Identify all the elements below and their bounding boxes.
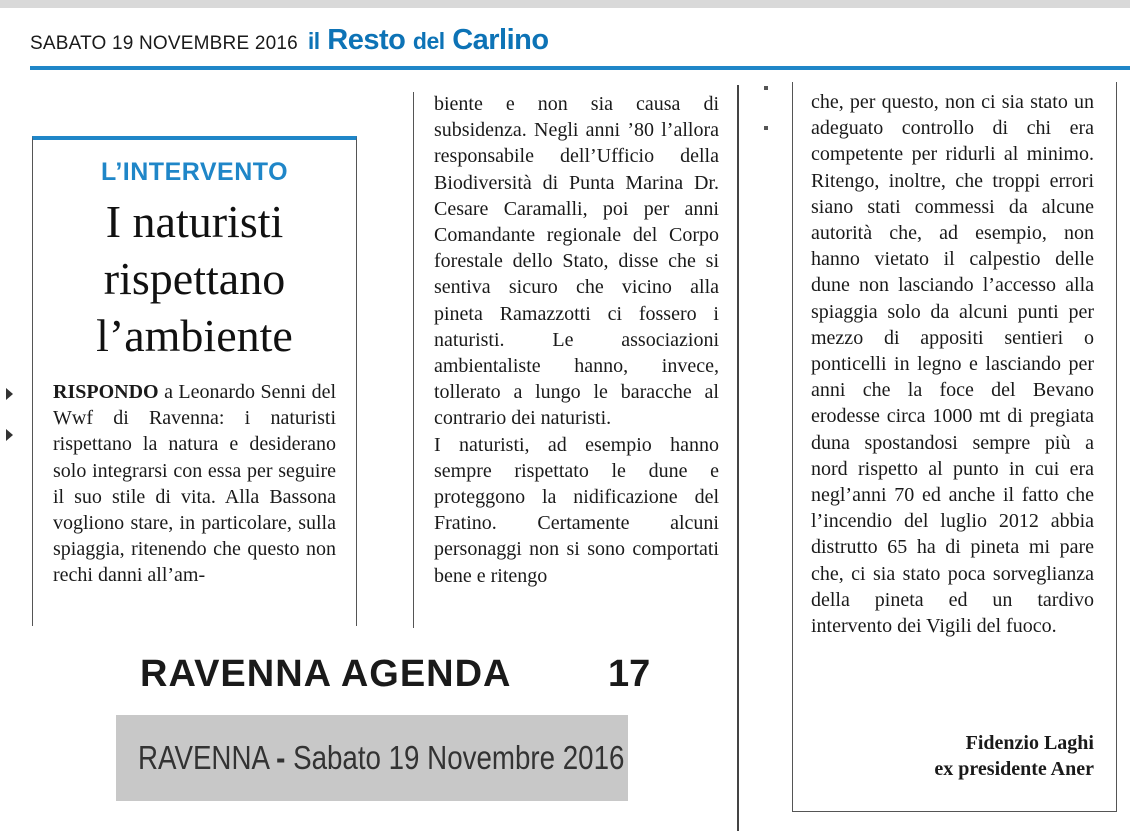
article-signature — [934, 730, 1094, 782]
article-body-left — [53, 379, 336, 589]
article-paragraph: biente e non sia causa di subsidenza. Negli anni ’80 l’allora responsabile dell’Ufficio della Biodiversità di Punta Marina Dr. Cesare Caramalli, poi per anni Comandante regionale del Corpo forestale dello Stato, disse che si sentiva sicuro che vicino alla pineta Ramazzotti ci fossero i naturisti. Le associazioni ambientaliste hanno, invece, tollerato a lungo le baracche al contrario dei naturisti. — [434, 93, 719, 430]
column-divider — [737, 85, 739, 831]
logo-word-del: del — [412, 28, 445, 54]
source-date-text — [138, 739, 624, 777]
article-lead-word: RISPONDO — [53, 381, 159, 403]
article-left-column — [32, 136, 357, 626]
headline-line: l’ambiente — [96, 310, 293, 361]
logo-word-resto: Resto — [327, 24, 406, 56]
page-number: 17 — [608, 653, 651, 695]
top-gray-strip — [0, 0, 1130, 8]
masthead — [30, 24, 549, 60]
margin-tick-mark — [764, 126, 768, 130]
margin-arrow-icon — [6, 429, 13, 441]
logo-word-il: il — [307, 28, 320, 54]
article-paragraph: I naturisti, ad esempio hanno sempre rispettato le dune e proteggono la nidificazione del Fratino. Certamente alcuni personaggi non si sono comportati bene e ritengo — [434, 433, 719, 587]
newspaper-logo — [308, 24, 549, 57]
article-text: a Leonardo Senni del Wwf di Ravenna: i naturisti rispettano la natura e desiderano solo integrarsi con essa per seguire il suo stile di vita. Alla Bassona vogliono stare, in particolare, sulla spiaggia, ritenendo che questo non rechi danni all’am- — [53, 381, 337, 587]
article-body-middle — [434, 92, 719, 589]
source-date-bar — [116, 715, 628, 801]
headline-line: rispettano — [103, 253, 286, 304]
margin-tick-mark — [764, 86, 768, 90]
article-body-right: che, per questo, non ci sia stato un adeguato controllo di chi era competente per ridurli al minimo. Ritengo, inoltre, che troppi errori siano stati commessi da alcune autorità che, ad esempio, non hanno vietato il calpestio delle dune non lasciando l’accesso alla spiaggia solo da alcuni punti per mezzo di appositi sentieri o ponticelli in legno e lasciando per anni che la foce del Bevano erodesse circa 1000 mt di pregiata duna spostandosi sempre più a nord rispetto al punto in cui era negl’anni 70 ed anche il fatto che l’incendio del luglio 2012 abbia distrutto 65 ha di pineta mi pare che, ci sia stato poca sorveglianza della pineta ed un tardivo intervento dei Vigili del fuoco. — [811, 91, 1094, 638]
section-title: RAVENNA AGENDA — [140, 653, 512, 695]
article-middle-column — [413, 92, 738, 628]
article-headline — [33, 193, 356, 364]
source-date: Sabato 19 Novembre 2016 — [293, 739, 625, 776]
margin-arrow-icon — [6, 388, 13, 400]
source-separator: - — [276, 739, 286, 776]
source-city: RAVENNA — [138, 739, 269, 776]
logo-word-carlino: Carlino — [452, 24, 549, 56]
author-name: Fidenzio Laghi — [965, 732, 1094, 754]
article-kicker: L’INTERVENTO — [100, 158, 289, 186]
headline-line: I naturisti — [105, 196, 284, 247]
article-right-column — [792, 82, 1117, 812]
masthead-rule — [30, 66, 1130, 70]
author-role: ex presidente Aner — [934, 758, 1094, 780]
masthead-date: SABATO 19 NOVEMBRE 2016 — [30, 33, 298, 54]
